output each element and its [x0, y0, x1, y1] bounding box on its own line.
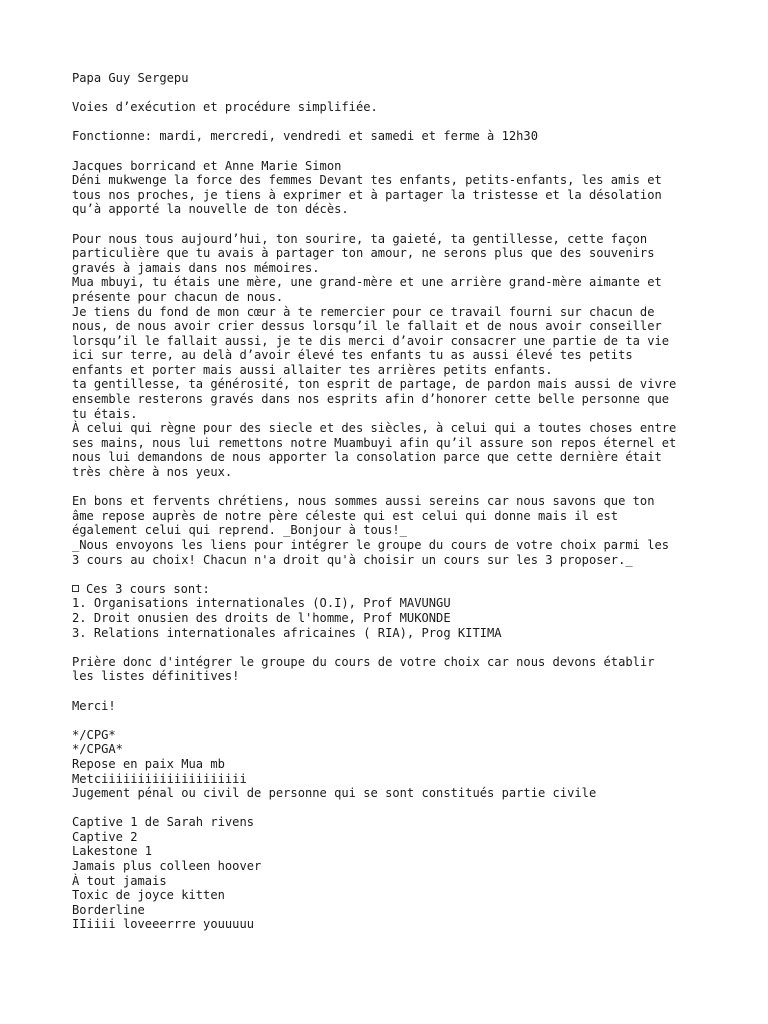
checkbox-icon — [72, 585, 79, 592]
paragraph-line: âme repose auprès de notre père céleste qui est celui qui donne mais il est — [72, 508, 619, 523]
paragraph-line: ici sur terre, au delà d’avoir élevé tes enfants tu as aussi élevé tes petits — [72, 348, 633, 363]
paragraph-line: ses mains, nous lui remettons notre Muambuyi afin qu’il assure son repos éternel et — [72, 435, 677, 450]
paragraph-line: À celui qui règne pour des siecle et des siècles, à celui qui a toutes choses entre — [72, 421, 677, 436]
paragraph-line: ta gentillesse, ta générosité, ton esprit de partage, de pardon mais aussi de vivre — [72, 377, 677, 392]
paragraph-line: gravés à jamais dans nos mémoires. — [72, 260, 320, 275]
paragraph-line: Papa Guy Sergepu — [72, 71, 189, 85]
paragraph-line: _Nous envoyons les liens pour intégrer le groupe du cours de votre choix parmi les — [72, 538, 670, 552]
book-line: Toxic de joyce kitten — [72, 888, 225, 903]
note-line: Repose en paix Mua mb — [72, 756, 225, 771]
document-page — [72, 71, 712, 947]
book-line: Captive 2 — [72, 829, 138, 844]
courses-heading: Ces 3 cours sont: — [86, 581, 210, 596]
paragraph-line: Jacques borricand et Anne Marie Simon — [72, 158, 342, 173]
paragraph-line: Voies d’exécution et procédure simplifiée. — [72, 100, 378, 115]
paragraph-line: Pour nous tous aujourd’hui, ton sourire, ta gaieté, ta gentillesse, cette façon — [72, 231, 648, 246]
paragraph — [72, 494, 712, 567]
book-line: Lakestone 1 — [72, 844, 153, 859]
course-item-3: 3. Relations internationales africaines ( RIA), Prog KITIMA — [72, 625, 502, 640]
paragraph-line: nous lui demandons de nous apporter la consolation parce que cette dernière était — [72, 450, 662, 465]
thanks-block — [72, 699, 712, 714]
paragraph-line: qu’à apporté la nouvelle de ton décès. — [72, 202, 349, 217]
courses-heading-line — [72, 582, 712, 597]
thanks-line: Merci! — [72, 698, 116, 713]
note-line: */CPG* — [72, 727, 116, 742]
closing-line: les listes définitives! — [72, 669, 240, 684]
paragraph-line: tu étais. — [72, 406, 138, 421]
closing-line: Prière donc d'intégrer le groupe du cours de votre choix car nous devons établir — [72, 654, 655, 669]
paragraph-line: très chère à nos yeux. — [72, 465, 233, 480]
paragraph — [72, 129, 712, 144]
notes-block — [72, 728, 712, 801]
note-line: Jugement pénal ou civil de personne qui se sont constitués partie civile — [72, 786, 597, 801]
note-line: Metciiiiiiiiiiiiiiiiiiii — [72, 771, 247, 786]
paragraph-line: également celui qui reprend. _Bonjour à tous!_ — [72, 523, 407, 538]
paragraph-line: tous nos proches, je tiens à exprimer et à partager la tristesse et la désolation — [72, 187, 662, 202]
paragraph-line: 3 cours au choix! Chacun n'a droit qu'à choisir un cours sur les 3 proposer._ — [72, 552, 633, 567]
paragraph — [72, 100, 712, 115]
paragraph — [72, 71, 712, 86]
paragraph-line: ensemble resterons gravés dans nos esprits afin d’honorer cette belle personne que — [72, 392, 670, 407]
paragraph-line: présente pour chacun de nous. — [72, 289, 284, 304]
paragraph-line: Mua mbuyi, tu étais une mère, une grand-mère et une arrière grand-mère aimante et — [72, 275, 662, 290]
paragraph-line: lorsqu’il le fallait aussi, je te dis merci d’avoir consacrer une partie de ta vie — [72, 333, 670, 348]
book-line: Jamais plus colleen hoover — [72, 859, 262, 874]
book-line: IIiiii loveeerrre youuuuu — [72, 917, 255, 932]
paragraph-line: particulière que tu avais à partager ton amour, ne serons plus que des souvenirs — [72, 246, 655, 261]
book-line: Borderline — [72, 902, 145, 917]
course-item-1: 1. Organisations internationales (O.I), Prof MAVUNGU — [72, 596, 451, 611]
paragraph-line: Fonctionne: mardi, mercredi, vendredi et samedi et ferme à 12h30 — [72, 129, 538, 144]
courses-block — [72, 582, 712, 640]
books-block — [72, 815, 712, 932]
book-line: Captive 1 de Sarah rivens — [72, 815, 255, 830]
paragraph-line: En bons et fervents chrétiens, nous sommes aussi sereins car nous savons que ton — [72, 494, 655, 509]
paragraph-line: Je tiens du fond de mon cœur à te remercier pour ce travail fourni sur chacun de — [72, 304, 655, 319]
document-paragraphs — [72, 71, 712, 567]
paragraph-line: Déni mukwenge la force des femmes Devant tes enfants, petits-enfants, les amis et — [72, 173, 662, 188]
note-line: */CPGA* — [72, 742, 123, 757]
paragraph-line: nous, de nous avoir crier dessus lorsqu’il le fallait et de nous avoir conseiller — [72, 319, 662, 334]
paragraph — [72, 159, 712, 217]
paragraph-line: enfants et porter mais aussi allaiter tes arrières petits enfants. — [72, 362, 553, 377]
course-item-2: 2. Droit onusien des droits de l'homme, Prof MUKONDE — [72, 610, 451, 625]
closing-block — [72, 655, 712, 684]
paragraph — [72, 232, 712, 480]
book-line: À tout jamais — [72, 873, 167, 888]
